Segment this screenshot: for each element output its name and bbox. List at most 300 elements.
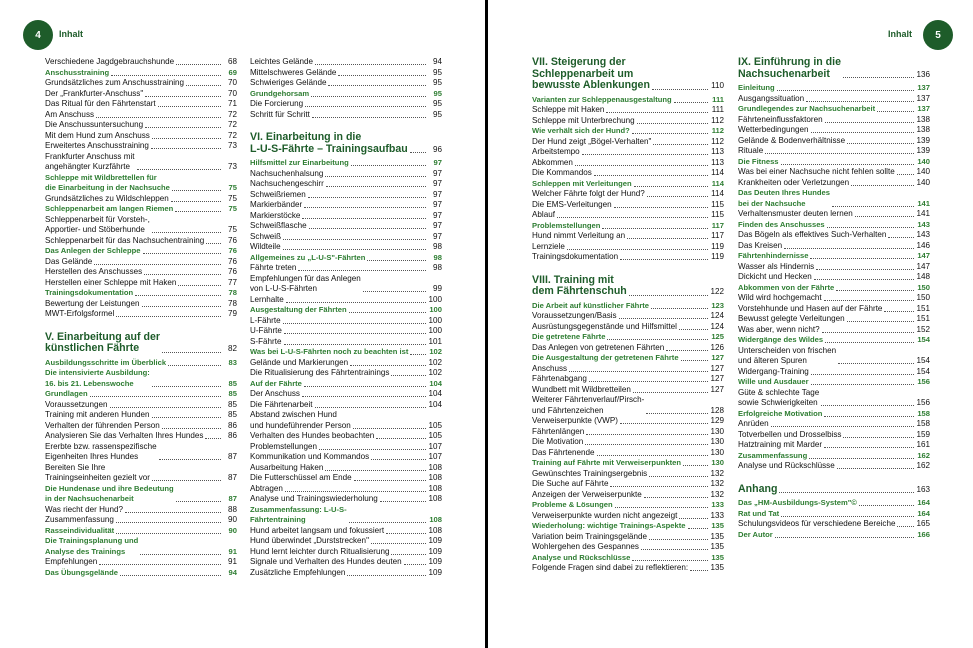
dot-leader — [855, 216, 914, 217]
toc-entry-title: Vorstehhunde und Hasen auf der Fährte — [738, 303, 883, 313]
toc-page-number: 100 — [428, 315, 442, 325]
toc-section-entry — [738, 251, 930, 262]
dot-leader — [615, 507, 708, 508]
toc-entry — [45, 152, 237, 173]
toc-entry-title: Ausgangssituation — [738, 93, 805, 103]
toc-entry-title: Die Forcierung — [250, 99, 304, 108]
dot-leader — [681, 360, 708, 361]
toc-entry — [532, 490, 724, 501]
toc-entry-title: Schleppe mit Wildbrettellen für die Einarbeitung in der Nachsuche — [45, 172, 170, 192]
toc-page-number: 130 — [710, 437, 724, 446]
toc-entry — [250, 242, 442, 253]
dot-leader — [285, 491, 426, 492]
toc-section-entry — [250, 347, 442, 358]
toc-entry — [532, 385, 724, 396]
toc-entry — [532, 427, 724, 438]
toc-entry-title: Totverbellen und Drosselbiss — [738, 429, 842, 439]
dot-leader — [627, 238, 708, 239]
toc-entry — [532, 479, 724, 490]
toc-entry-title: Die Ritualisierung des Fährtentrainings — [250, 368, 390, 377]
toc-entry-title: Hund überwindet „Durststrecken" — [250, 536, 369, 545]
toc-entry — [738, 314, 930, 325]
toc-page-number: 108 — [428, 483, 442, 493]
dot-leader — [176, 501, 221, 502]
toc-page-number: 97 — [432, 179, 442, 188]
toc-entry — [532, 116, 724, 127]
toc-page-number: 108 — [428, 473, 442, 482]
toc-page-number: 109 — [428, 546, 442, 556]
toc-page-number: 132 — [710, 468, 724, 478]
toc-entry-title: Fährtenlängen — [532, 426, 585, 436]
toc-entry-title: Variation beim Trainingsgelände — [532, 531, 648, 541]
toc-entry — [738, 115, 930, 126]
toc-page-number: 76 — [227, 235, 237, 245]
toc-page-number: 140 — [917, 156, 930, 166]
toc-page-number: 97 — [432, 231, 442, 241]
toc-entry-title: Krankheiten oder Verletzungen — [738, 177, 850, 187]
toc-page-number: 119 — [711, 241, 724, 251]
toc-page-number: 137 — [916, 93, 930, 103]
dot-leader — [651, 308, 708, 309]
toc-page-number: 95 — [432, 109, 442, 119]
toc-page-number: 94 — [432, 57, 442, 66]
toc-page-number: 104 — [428, 399, 442, 409]
dot-leader — [597, 455, 708, 456]
toc-entry — [738, 262, 930, 273]
toc-entry — [532, 242, 724, 253]
toc-entry-title: Rat und Tat — [738, 508, 780, 518]
dot-leader — [679, 518, 708, 519]
dot-leader — [666, 350, 708, 351]
toc-entry — [45, 515, 237, 526]
toc-entry-title: Arbeitstempo — [532, 147, 580, 156]
toc-entry — [250, 211, 442, 222]
toc-page-number: 87 — [227, 473, 237, 482]
toc-entry — [738, 272, 930, 283]
dot-leader — [152, 386, 221, 387]
toc-entry-title: S-Fährte — [250, 336, 282, 346]
toc-entry-title: Hilfsmittel zur Einarbeitung — [250, 158, 349, 167]
toc-page-number: 78 — [228, 288, 237, 297]
toc-section-entry — [250, 505, 442, 526]
toc-page-number: 159 — [916, 429, 930, 439]
toc-entry-title: Schleppe mit Haken — [532, 105, 605, 114]
toc-entry-title: Am Anschuss — [45, 109, 95, 119]
toc-page-number: 115 — [711, 210, 724, 219]
dot-leader — [354, 480, 426, 481]
dot-leader — [809, 458, 914, 459]
dot-leader — [151, 148, 221, 149]
toc-entry — [250, 547, 442, 558]
toc-entry-title: Training auf Fährte mit Verweiserpunkten — [532, 458, 681, 467]
toc-entry-title: Widergang-Training — [738, 366, 809, 376]
dot-leader — [206, 243, 221, 244]
toc-page-number: 88 — [227, 504, 237, 514]
toc-entry-title: Schulungsvideos für verschiedene Bereiche — [738, 519, 896, 528]
toc-section-entry — [738, 509, 930, 520]
toc-entry — [738, 419, 930, 430]
toc-entry — [250, 200, 442, 211]
toc-entry-title: Wille und Ausdauer — [738, 377, 809, 386]
toc-page-number: 91 — [227, 557, 237, 566]
toc-page-number: 97 — [432, 168, 442, 178]
toc-entry — [532, 252, 724, 263]
toc-section-entry — [738, 377, 930, 388]
toc-page-number: 85 — [227, 399, 237, 409]
toc-section-entry — [45, 526, 237, 537]
toc-entry-title: Abkommen — [532, 157, 573, 167]
toc-entry — [250, 57, 442, 68]
dot-leader — [637, 123, 708, 124]
toc-entry-title: Schleppenarbeit für Vorsteh-, Apportier- und Stöberhunde — [45, 214, 150, 234]
toc-entry — [532, 322, 724, 333]
toc-entry-title: Die EMS-Verleitungen — [532, 199, 612, 209]
toc-entry — [738, 325, 930, 336]
dot-leader — [620, 259, 708, 260]
dot-leader — [683, 465, 708, 466]
toc-entry — [532, 189, 724, 200]
toc-page-number: 130 — [710, 426, 724, 436]
toc-entry-title: Ablauf — [532, 210, 555, 219]
toc-entry-title: Varianten zur Schleppenausgestaltung — [532, 94, 672, 104]
toc-page-number: 86 — [227, 420, 237, 430]
dot-leader — [781, 516, 914, 517]
toc-entry — [250, 316, 442, 327]
toc-page-number: 101 — [428, 336, 442, 346]
toc-entry-title: Empfehlungen für das Anlegen von L-U-S-Fährten — [250, 273, 361, 293]
toc-section-entry — [738, 498, 930, 509]
dot-leader — [824, 300, 914, 301]
toc-entry-title: Lernhalte — [250, 294, 284, 304]
toc-entry-title: IX. Einführung in die Nachsuchenarbeit — [738, 56, 841, 80]
dot-leader — [674, 102, 708, 103]
dot-leader — [162, 352, 221, 353]
toc-entry — [250, 557, 442, 568]
toc-entry-title: Die Fitness — [738, 156, 779, 166]
toc-entry-title: Schweiß — [250, 231, 282, 241]
toc-entry-title: Das Anlegen von getretenen Fährten — [532, 342, 665, 352]
toc-entry-title: Dickicht und Hecken — [738, 272, 812, 281]
dot-leader — [634, 186, 708, 187]
toc-page-number: 141 — [916, 209, 930, 218]
dot-leader — [843, 77, 914, 78]
dot-leader — [647, 196, 708, 197]
dot-leader — [308, 197, 426, 198]
dot-leader — [349, 522, 426, 523]
toc-entry-title: Anzeigen der Verweiserpunkte — [532, 489, 642, 499]
toc-entry-title: Der Hund zeigt „Bögel-Verhalten" — [532, 136, 652, 146]
dot-leader — [125, 512, 221, 513]
toc-page-number: 154 — [917, 335, 930, 344]
toc-page-number: 151 — [916, 314, 930, 323]
dot-leader — [283, 249, 426, 250]
toc-page-number: 71 — [227, 99, 237, 108]
dot-leader — [649, 476, 708, 477]
toc-page-number: 85 — [228, 389, 237, 398]
dot-leader — [832, 206, 914, 207]
toc-entry — [45, 299, 237, 310]
dot-leader — [178, 285, 221, 286]
toc-entry-title: Anschusstraining — [45, 67, 110, 77]
toc-section-entry — [45, 568, 237, 579]
toc-entry-title: Die intensivierte Ausbildung: 16. bis 21. Lebenswoche — [45, 368, 150, 388]
toc-entry-title: Erweitertes Anschusstraining — [45, 141, 149, 150]
dot-leader — [836, 290, 914, 291]
dot-leader — [99, 564, 221, 565]
dot-leader — [152, 232, 221, 233]
dot-leader — [135, 295, 221, 296]
toc-entry — [532, 231, 724, 242]
toc-section-entry — [532, 332, 724, 343]
toc-column-1 — [45, 57, 237, 578]
toc-entry-title: Herstellen einer Schleppe mit Haken — [45, 277, 177, 287]
toc-entry-title: Abkommen von der Fährte — [738, 282, 835, 292]
dot-leader — [620, 423, 708, 424]
toc-section-entry — [532, 179, 724, 190]
toc-entry — [250, 400, 442, 411]
toc-entry-title: Markierstöcke — [250, 210, 301, 220]
toc-entry-title: Frankfurter Anschuss mit angehängter Kurzfährte — [45, 151, 135, 171]
toc-entry-title: Abstand zwischen Hund und hundeführender Person — [250, 410, 351, 430]
dot-leader — [171, 201, 221, 202]
dot-leader — [838, 363, 914, 364]
toc-entry-title: Auf der Fährte — [250, 378, 302, 388]
toc-page-number: 104 — [429, 378, 442, 388]
toc-entry-title: Markierbänder — [250, 200, 303, 209]
toc-page-number: 94 — [228, 567, 237, 577]
toc-page-number: 165 — [916, 519, 930, 528]
toc-entry-title: Schritt für Schritt — [250, 109, 310, 119]
dot-leader — [641, 549, 708, 550]
toc-entry-title: Was bei L-U-S-Fährten noch zu beachten ist — [250, 347, 409, 356]
toc-entry-title: Schleppenarbeit für das Nachsuchentraining — [45, 235, 205, 245]
dot-leader — [606, 112, 708, 113]
dot-leader — [614, 207, 708, 208]
toc-entry-title: U-Fährte — [250, 326, 282, 335]
toc-entry — [532, 542, 724, 553]
toc-page-number: 163 — [916, 484, 930, 494]
toc-entry-title: Analyse und Rückschlüsse — [738, 461, 835, 470]
toc-page-number: 112 — [711, 115, 724, 125]
dot-leader — [859, 505, 914, 506]
toc-entry — [45, 257, 237, 268]
toc-page-number: 129 — [710, 416, 724, 425]
toc-page-number: 117 — [711, 220, 724, 230]
toc-page-number: 75 — [228, 204, 237, 213]
toc-page-number: 108 — [429, 515, 442, 524]
toc-entry-title: Die Suche auf Fährte — [532, 479, 609, 488]
toc-page-number: 111 — [711, 105, 724, 114]
toc-entry — [738, 241, 930, 252]
toc-section-entry — [250, 379, 442, 390]
toc-entry-title: Problemstellungen — [532, 220, 601, 230]
toc-page-number: 97 — [432, 221, 442, 230]
right-page-number: 5 — [923, 20, 953, 50]
dot-leader — [152, 417, 221, 418]
toc-page-number: 161 — [916, 440, 930, 449]
toc-page-number: 115 — [711, 199, 724, 209]
toc-page-number: 104 — [428, 389, 442, 398]
dot-leader — [90, 396, 221, 397]
toc-entry — [45, 463, 237, 484]
dot-leader — [351, 165, 426, 166]
toc-entry-title: Ausbildungsschritte im Überblick — [45, 357, 167, 367]
dot-leader — [175, 211, 221, 212]
toc-section-entry — [738, 83, 930, 94]
toc-chapter-heading — [45, 332, 237, 355]
toc-entry — [250, 337, 442, 348]
dot-leader — [897, 174, 914, 175]
toc-section-entry — [250, 89, 442, 100]
toc-entry-title: Folgende Fragen sind dabei zu reflektieren: — [532, 563, 689, 572]
dot-leader — [629, 295, 708, 296]
toc-entry — [250, 68, 442, 79]
dot-leader — [315, 407, 426, 408]
dot-leader — [824, 447, 914, 448]
toc-entry-title: Zusätzliche Empfehlungen — [250, 567, 346, 577]
toc-entry-title: Wiederholung: wichtige Trainings-Aspekte — [532, 521, 686, 530]
toc-entry — [45, 400, 237, 411]
toc-entry-title: Verweiserpunkte (VWP) — [532, 416, 618, 425]
toc-page-number: 105 — [428, 431, 442, 440]
dot-leader — [367, 260, 426, 261]
toc-page-number: 123 — [711, 300, 724, 310]
toc-entry-title: Die Hundenase und ihre Bedeutung in der Nachsuchenarbeit — [45, 483, 174, 503]
toc-entry-title: Ererbte bzw. rassenspezifische Eigenheiten Ihres Hundes — [45, 441, 157, 461]
toc-entry — [250, 389, 442, 400]
toc-page-number: 164 — [917, 498, 930, 507]
toc-entry-title: Bewertung der Leistungen — [45, 298, 140, 308]
toc-entry-title: Hund lernt leichter durch Ritualisierung — [250, 546, 390, 556]
toc-chapter-heading — [250, 132, 442, 155]
toc-entry-title: Grundlagen — [45, 389, 88, 398]
toc-entry — [250, 179, 442, 190]
toc-entry-title: Finden des Anschusses — [738, 219, 825, 229]
toc-page-number: 128 — [710, 405, 724, 415]
toc-page-number: 135 — [710, 563, 724, 572]
toc-entry — [250, 263, 442, 274]
toc-entry-title: Zusammenfassung: L-U-S- Fährtentraining — [250, 504, 347, 524]
toc-entry — [250, 473, 442, 484]
toc-page-number: 76 — [228, 246, 237, 255]
dot-leader — [632, 133, 708, 134]
toc-page-number: 127 — [710, 374, 724, 383]
toc-entry — [532, 364, 724, 375]
toc-entry-title: Analyse und Trainingswiederholung — [250, 494, 378, 503]
toc-entry — [45, 421, 237, 432]
toc-entry-title: Weiterer Fährtenverlauf/Pirsch- und Fährtenzeichen — [532, 395, 645, 415]
toc-entry-title: Verhalten des Hundes beobachten — [250, 431, 375, 440]
toc-page-number: 102 — [429, 347, 442, 356]
toc-column-3 — [532, 57, 724, 574]
toc-page-number: 109 — [428, 567, 442, 577]
toc-page-number: 99 — [432, 284, 442, 293]
toc-page-number: 100 — [428, 294, 442, 304]
toc-entry — [45, 442, 237, 463]
toc-entry — [532, 532, 724, 543]
toc-entry-title: Das Deuten Ihres Hundes bei der Nachsuche — [738, 188, 830, 208]
dot-leader — [784, 248, 914, 249]
dot-leader — [326, 186, 426, 187]
dot-leader — [557, 217, 708, 218]
toc-entry — [45, 309, 237, 320]
toc-page-number: 147 — [916, 261, 930, 271]
toc-entry — [45, 431, 237, 442]
dot-leader — [690, 570, 708, 571]
toc-entry — [532, 168, 724, 179]
dot-leader — [386, 533, 426, 534]
toc-page-number: 97 — [433, 158, 442, 167]
toc-entry-title: Anhang — [738, 482, 778, 495]
toc-entry-title: Grundgehorsam — [250, 88, 310, 98]
toc-entry — [250, 221, 442, 232]
toc-entry-title: Der Anschuss — [250, 389, 300, 398]
toc-entry — [45, 505, 237, 516]
dot-leader — [96, 117, 221, 118]
toc-page-number: 70 — [227, 88, 237, 98]
toc-entry — [45, 141, 237, 152]
dot-leader — [328, 85, 426, 86]
dot-leader — [338, 75, 426, 76]
toc-entry — [250, 99, 442, 110]
dot-leader — [176, 64, 221, 65]
toc-page-number: 98 — [432, 242, 442, 251]
toc-page-number: 87 — [227, 452, 237, 461]
toc-entry-title: Hund arbeitet langsam und fokussiert — [250, 525, 385, 535]
toc-page-number: 164 — [917, 508, 930, 518]
toc-page-number: 85 — [227, 410, 237, 419]
toc-entry-title: Der „Frankfurter-Anschuss" — [45, 88, 144, 98]
dot-leader — [172, 190, 221, 191]
toc-entry-title: Ausgestaltung der Fährten — [250, 305, 347, 314]
toc-page-number: 127 — [711, 353, 724, 362]
toc-entry-title: Training mit anderen Hunden — [45, 410, 150, 419]
toc-page-number: 126 — [710, 342, 724, 352]
toc-page-number: 86 — [227, 431, 237, 440]
toc-entry-title: Verschiedene Jagdgebrauchshunde — [45, 57, 175, 66]
dot-leader — [168, 365, 221, 366]
dot-leader — [305, 106, 426, 107]
dot-leader — [765, 153, 914, 154]
toc-entry-title: Empfehlungen — [45, 557, 98, 566]
dot-leader — [810, 258, 914, 259]
toc-page-number: 109 — [428, 557, 442, 566]
toc-entry-title: Nachsuchenhalsung — [250, 168, 324, 178]
toc-page-number: 137 — [917, 83, 930, 92]
toc-entry-title: Leichtes Gelände — [250, 57, 313, 66]
dot-leader — [811, 384, 914, 385]
left-page-header: Inhalt — [59, 29, 83, 39]
toc-page-number: 73 — [227, 162, 237, 171]
toc-entry-title: Was riecht der Hund? — [45, 504, 123, 514]
toc-entry-title: Widergänge des Wildes — [738, 335, 824, 344]
dot-leader — [347, 575, 426, 576]
dot-leader — [811, 374, 914, 375]
toc-page-number: 100 — [429, 305, 442, 314]
toc-page-number: 82 — [227, 344, 237, 353]
toc-page-number: 108 — [428, 494, 442, 503]
toc-entry-title: Die Motivation — [532, 437, 584, 446]
toc-page-number: 113 — [711, 147, 724, 156]
dot-leader — [847, 143, 914, 144]
toc-section-entry — [45, 173, 237, 194]
toc-entry — [45, 278, 237, 289]
toc-page-number: 97 — [432, 189, 442, 199]
toc-entry-title: Das Übungsgelände — [45, 567, 118, 577]
toc-entry — [250, 452, 442, 463]
toc-entry — [250, 526, 442, 537]
toc-entry-title: MWT-Erfolgsformel — [45, 309, 115, 318]
